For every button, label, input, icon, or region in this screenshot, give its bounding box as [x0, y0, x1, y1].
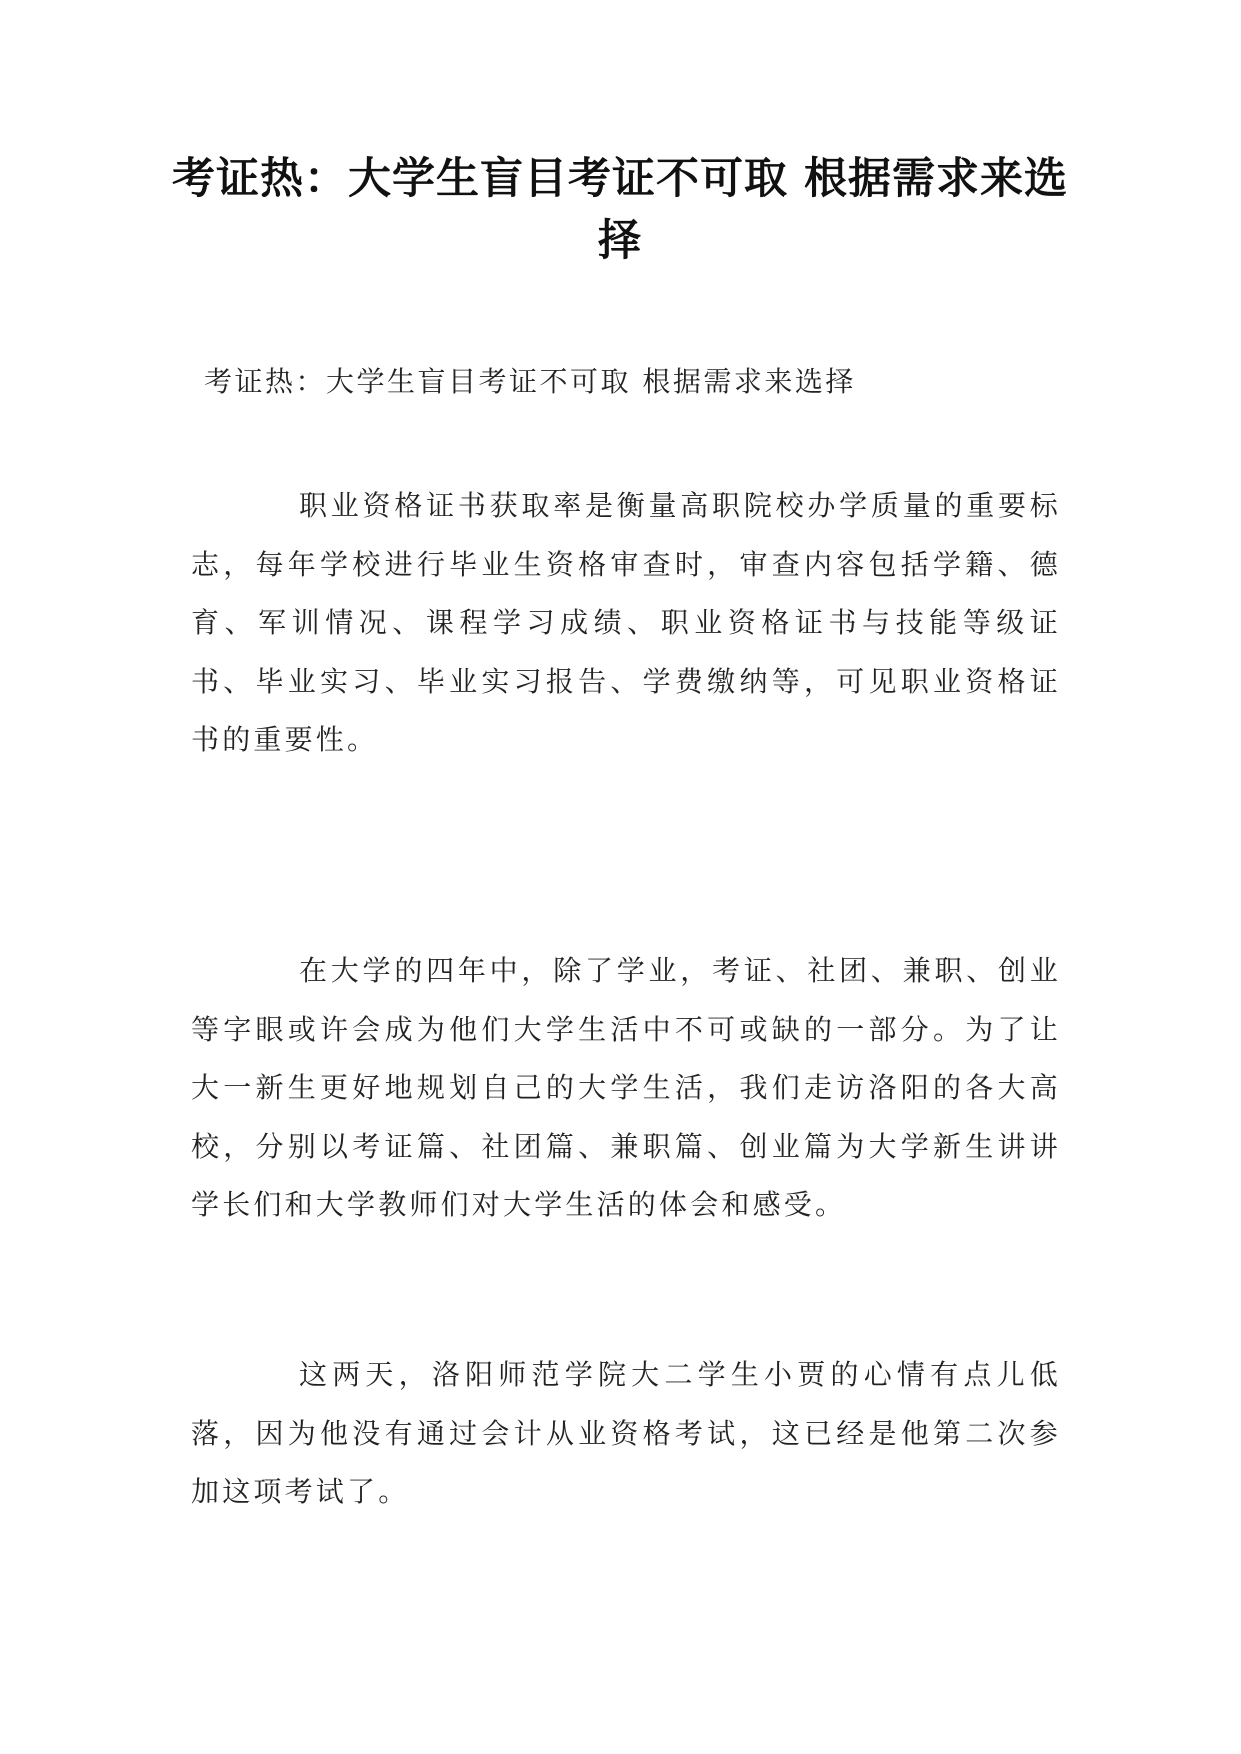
- body-paragraph: 这两天，洛阳师范学院大二学生小贾的心情有点儿低落，因为他没有通过会计从业资格考试，这已经是他第二次参加这项考试了。: [191, 1358, 1061, 1508]
- body-paragraph: 职业资格证书获取率是衡量高职院校办学质量的重要标志，每年学校进行毕业生资格审查时，审查内容包括学籍、德育、军训情况、课程学习成绩、职业资格证书与技能等级证书、毕业实习、毕业实习报告、学费缴纳等，可见职业资格证书的重要性。: [191, 489, 1061, 756]
- document-subtitle: 考证热：大学生盲目考证不可取 根据需求来选择: [204, 365, 856, 398]
- document-title: 考证热：大学生盲目考证不可取 根据需求来选择: [172, 154, 1068, 266]
- body-paragraph: 在大学的四年中，除了学业，考证、社团、兼职、创业等字眼或许会成为他们大学生活中不可或缺的一部分。为了让大一新生更好地规划自己的大学生活，我们走访洛阳的各大高校，分别以考证篇、社团篇、兼职篇、创业篇为大学新生讲讲学长们和大学教师们对大学生活的体会和感受。: [191, 954, 1061, 1221]
